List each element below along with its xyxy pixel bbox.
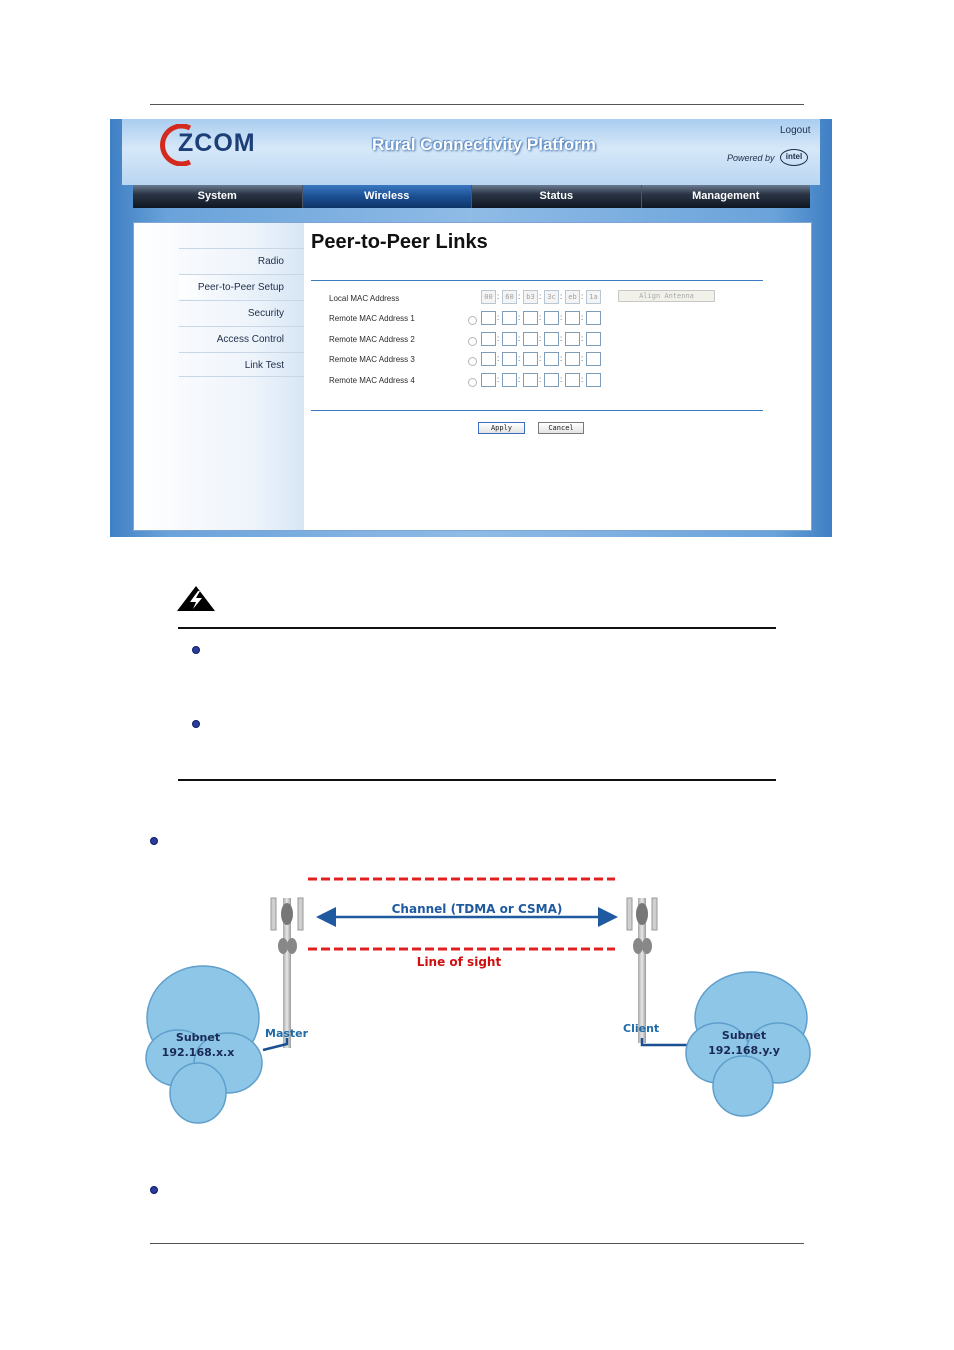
notice-bullet xyxy=(192,720,200,728)
remote-mac-radio-4[interactable] xyxy=(468,378,477,387)
section-bullet xyxy=(150,1186,158,1194)
notice-bullet xyxy=(192,646,200,654)
notice-top-rule xyxy=(178,627,776,629)
octet-separator: : xyxy=(518,313,521,322)
sidebar-item-peer-to-peer-setup[interactable]: Peer-to-Peer Setup xyxy=(179,274,304,299)
powered-by-label: Powered by xyxy=(727,153,775,163)
sidebar-item-access-control[interactable]: Access Control xyxy=(179,326,304,351)
octet-separator: : xyxy=(539,354,542,363)
master-tower-icon xyxy=(271,898,303,1048)
nav-system[interactable]: System xyxy=(133,185,303,208)
page-header-rule xyxy=(150,104,804,105)
octet-separator: : xyxy=(581,334,584,343)
octet-separator: : xyxy=(518,334,521,343)
remote-mac-3-octet-4[interactable] xyxy=(544,352,559,366)
remote-mac-4-octet-4[interactable] xyxy=(544,373,559,387)
local-mac-octet: b3 xyxy=(523,290,538,304)
main-nav xyxy=(133,185,810,208)
section-bullet xyxy=(150,837,158,845)
octet-separator: : xyxy=(560,313,563,322)
client-label: Client xyxy=(623,1022,660,1035)
line-of-sight-label: Line of sight xyxy=(416,955,502,969)
sidebar-item-security[interactable]: Security xyxy=(179,300,304,325)
right-subnet-address: 192.168.y.y xyxy=(708,1044,780,1057)
channel-label: Channel (TDMA or CSMA) xyxy=(391,902,563,916)
local-mac-octet: 1a xyxy=(586,290,601,304)
remote-mac-3-octet-6[interactable] xyxy=(586,352,601,366)
remote-mac-2-octet-4[interactable] xyxy=(544,332,559,346)
app-title: Rural Connectivity Platform xyxy=(372,135,596,154)
remote-mac-1-octet-1[interactable] xyxy=(481,311,496,325)
octet-separator: : xyxy=(497,313,500,322)
remote-mac-3-octet-1[interactable] xyxy=(481,352,496,366)
remote-mac-radio-1[interactable] xyxy=(468,316,477,325)
remote-mac-label-1: Remote MAC Address 1 xyxy=(329,314,415,323)
page-title: Peer-to-Peer Links xyxy=(311,231,488,253)
sidebar-item-radio[interactable]: Radio xyxy=(179,248,304,273)
cancel-button[interactable]: Cancel xyxy=(538,422,584,434)
octet-separator: : xyxy=(581,292,584,301)
remote-mac-2-octet-2[interactable] xyxy=(502,332,517,346)
align-antenna-button[interactable]: Align Antenna xyxy=(618,290,715,302)
form-bottom-rule xyxy=(311,410,763,411)
left-subnet-label: Subnet xyxy=(175,1031,221,1044)
apply-button[interactable]: Apply xyxy=(478,422,525,434)
octet-separator: : xyxy=(518,375,521,384)
local-mac-octet: eb xyxy=(565,290,580,304)
octet-separator: : xyxy=(497,375,500,384)
remote-mac-label-4: Remote MAC Address 4 xyxy=(329,376,415,385)
warning-icon xyxy=(176,585,216,612)
remote-mac-4-octet-6[interactable] xyxy=(586,373,601,387)
local-mac-label: Local MAC Address xyxy=(329,294,400,303)
master-label: Master xyxy=(265,1027,309,1040)
right-subnet-label: Subnet xyxy=(721,1029,767,1042)
remote-mac-1-octet-4[interactable] xyxy=(544,311,559,325)
form-top-rule xyxy=(311,280,763,281)
octet-separator: : xyxy=(560,375,563,384)
content-panel xyxy=(133,222,812,531)
remote-mac-1-octet-5[interactable] xyxy=(565,311,580,325)
remote-mac-label-3: Remote MAC Address 3 xyxy=(329,355,415,364)
octet-separator: : xyxy=(581,313,584,322)
remote-mac-2-octet-5[interactable] xyxy=(565,332,580,346)
intel-logo: intel xyxy=(780,149,808,166)
nav-wireless[interactable]: Wireless xyxy=(303,185,473,208)
local-mac-octet: 00 xyxy=(481,290,496,304)
octet-separator: : xyxy=(581,354,584,363)
octet-separator: : xyxy=(518,292,521,301)
remote-mac-3-octet-5[interactable] xyxy=(565,352,580,366)
octet-separator: : xyxy=(518,354,521,363)
nav-management[interactable]: Management xyxy=(692,190,760,202)
remote-mac-2-octet-3[interactable] xyxy=(523,332,538,346)
remote-mac-2-octet-6[interactable] xyxy=(586,332,601,346)
remote-mac-4-octet-1[interactable] xyxy=(481,373,496,387)
octet-separator: : xyxy=(560,334,563,343)
octet-separator: : xyxy=(539,313,542,322)
router-ui-screenshot xyxy=(110,119,832,537)
remote-mac-label-2: Remote MAC Address 2 xyxy=(329,335,415,344)
remote-mac-3-octet-3[interactable] xyxy=(523,352,538,366)
sidebar xyxy=(134,223,304,530)
remote-mac-3-octet-2[interactable] xyxy=(502,352,517,366)
remote-mac-radio-2[interactable] xyxy=(468,337,477,346)
left-subnet-address: 192.168.x.x xyxy=(161,1046,235,1059)
octet-separator: : xyxy=(497,292,500,301)
remote-mac-1-octet-2[interactable] xyxy=(502,311,517,325)
octet-separator: : xyxy=(497,354,500,363)
octet-separator: : xyxy=(581,375,584,384)
octet-separator: : xyxy=(560,354,563,363)
sidebar-item-link-test[interactable]: Link Test xyxy=(179,352,304,377)
notice-bottom-rule xyxy=(178,779,776,781)
local-mac-octet: 60 xyxy=(502,290,517,304)
octet-separator: : xyxy=(497,334,500,343)
octet-separator: : xyxy=(539,375,542,384)
page-footer-rule xyxy=(150,1243,804,1244)
peer-to-peer-diagram xyxy=(143,868,823,1133)
nav-status[interactable]: Status xyxy=(472,185,642,208)
logout-link[interactable]: Logout xyxy=(780,125,811,136)
octet-separator: : xyxy=(539,334,542,343)
remote-mac-4-octet-2[interactable] xyxy=(502,373,517,387)
remote-mac-radio-3[interactable] xyxy=(468,357,477,366)
brand-logo-text: ZCOM xyxy=(178,129,256,157)
octet-separator: : xyxy=(539,292,542,301)
client-link-line xyxy=(642,1038,691,1045)
remote-mac-4-octet-5[interactable] xyxy=(565,373,580,387)
remote-mac-2-octet-1[interactable] xyxy=(481,332,496,346)
header-banner xyxy=(122,119,820,185)
octet-separator: : xyxy=(560,292,563,301)
local-mac-octet: 3c xyxy=(544,290,559,304)
remote-mac-1-octet-3[interactable] xyxy=(523,311,538,325)
left-subnet-cloud-icon xyxy=(146,966,262,1123)
remote-mac-4-octet-3[interactable] xyxy=(523,373,538,387)
remote-mac-1-octet-6[interactable] xyxy=(586,311,601,325)
